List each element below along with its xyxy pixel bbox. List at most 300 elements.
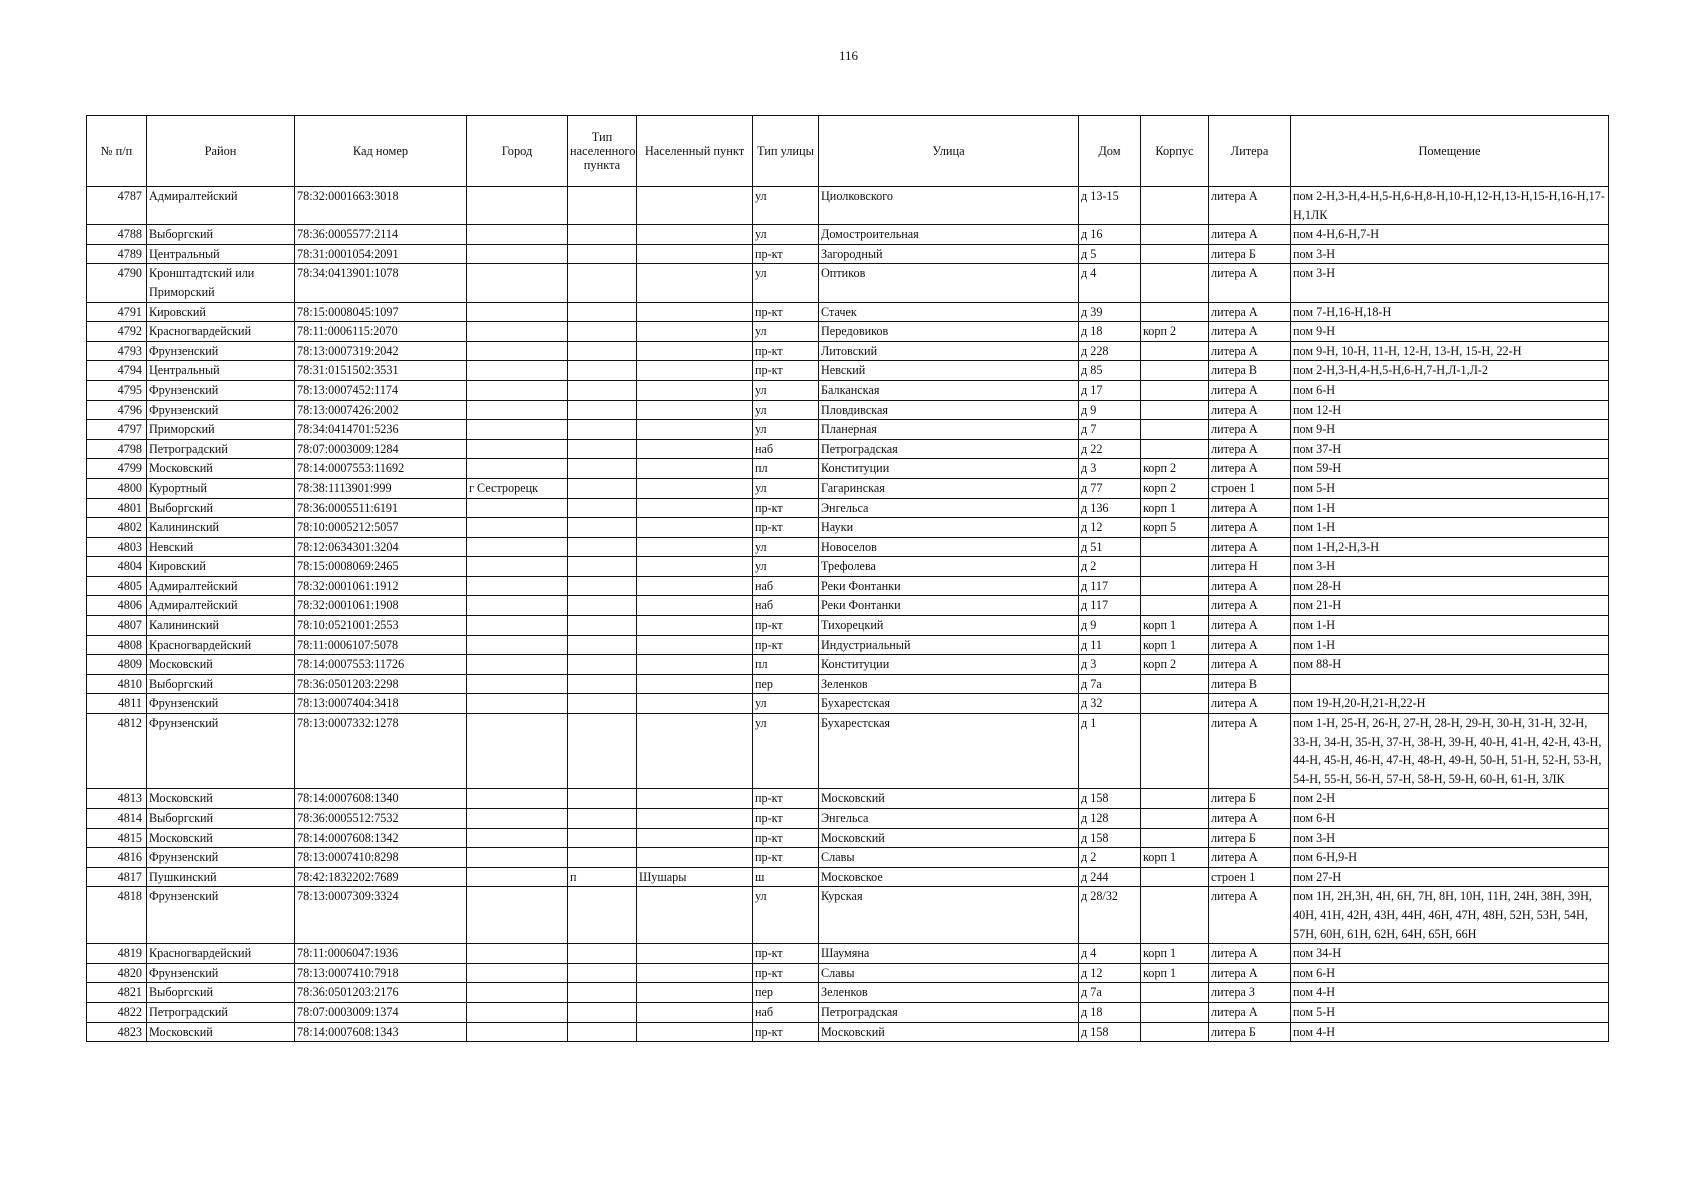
street-type-cell: пр-кт xyxy=(753,341,819,361)
col-header-cadastral: Кад номер xyxy=(295,116,467,187)
city-cell xyxy=(467,537,568,557)
table-row xyxy=(87,459,1609,479)
street-cell: Зеленков xyxy=(819,983,1079,1003)
district-cell: Выборгский xyxy=(147,225,295,245)
street-cell: Тихорецкий xyxy=(819,616,1079,636)
table-row xyxy=(87,498,1609,518)
cadastral-cell: 78:36:0005577:2114 xyxy=(295,225,467,245)
settlement-cell xyxy=(637,789,753,809)
street-cell: Гагаринская xyxy=(819,478,1079,498)
letter-cell: литера А xyxy=(1209,809,1291,829)
cadastral-cell: 78:13:0007452:1174 xyxy=(295,380,467,400)
cadastral-cell: 78:36:0501203:2176 xyxy=(295,983,467,1003)
building-cell xyxy=(1141,867,1209,887)
table-row xyxy=(87,341,1609,361)
house-cell: д 1 xyxy=(1079,714,1141,789)
city-cell xyxy=(467,616,568,636)
settlement-cell xyxy=(637,322,753,342)
row-number: 4796 xyxy=(87,400,147,420)
letter-cell: литера А xyxy=(1209,596,1291,616)
street-type-cell: наб xyxy=(753,596,819,616)
col-header-building: Корпус xyxy=(1141,116,1209,187)
premises-cell: пом 4-Н xyxy=(1291,983,1609,1003)
district-cell: Выборгский xyxy=(147,809,295,829)
street-type-cell: ул xyxy=(753,557,819,577)
settlement-type-cell xyxy=(568,674,637,694)
city-cell xyxy=(467,867,568,887)
house-cell: д 3 xyxy=(1079,459,1141,479)
district-cell: Фрунзенский xyxy=(147,887,295,944)
street-type-cell: пл xyxy=(753,655,819,675)
settlement-type-cell xyxy=(568,439,637,459)
letter-cell: литера А xyxy=(1209,187,1291,225)
table-row xyxy=(87,518,1609,538)
settlement-cell xyxy=(637,596,753,616)
district-cell: Красногвардейский xyxy=(147,635,295,655)
house-cell: д 158 xyxy=(1079,789,1141,809)
settlement-cell xyxy=(637,498,753,518)
district-cell: Приморский xyxy=(147,420,295,440)
cadastral-cell: 78:31:0001054:2091 xyxy=(295,244,467,264)
district-cell: Выборгский xyxy=(147,983,295,1003)
row-number: 4799 xyxy=(87,459,147,479)
settlement-cell xyxy=(637,225,753,245)
house-cell: д 12 xyxy=(1079,963,1141,983)
letter-cell: литера Б xyxy=(1209,244,1291,264)
city-cell xyxy=(467,187,568,225)
building-cell: корп 1 xyxy=(1141,635,1209,655)
house-cell: д 117 xyxy=(1079,576,1141,596)
street-type-cell: пр-кт xyxy=(753,498,819,518)
settlement-cell xyxy=(637,944,753,964)
city-cell xyxy=(467,674,568,694)
row-number: 4809 xyxy=(87,655,147,675)
settlement-type-cell xyxy=(568,420,637,440)
premises-cell: пом 1-Н,2-Н,3-Н xyxy=(1291,537,1609,557)
house-cell: д 11 xyxy=(1079,635,1141,655)
col-header-city: Город xyxy=(467,116,568,187)
street-cell: Московский xyxy=(819,1022,1079,1042)
table-row xyxy=(87,244,1609,264)
district-cell: Центральный xyxy=(147,361,295,381)
district-cell: Красногвардейский xyxy=(147,944,295,964)
col-header-district: Район xyxy=(147,116,295,187)
street-cell: Бухарестская xyxy=(819,694,1079,714)
street-type-cell: ул xyxy=(753,187,819,225)
table-row xyxy=(87,361,1609,381)
row-number: 4813 xyxy=(87,789,147,809)
city-cell xyxy=(467,498,568,518)
building-cell xyxy=(1141,809,1209,829)
col-header-settlement-type: Тип населенного пункта xyxy=(568,116,637,187)
district-cell: Московский xyxy=(147,459,295,479)
letter-cell: литера Н xyxy=(1209,557,1291,577)
table-row xyxy=(87,789,1609,809)
city-cell xyxy=(467,983,568,1003)
city-cell xyxy=(467,264,568,302)
district-cell: Курортный xyxy=(147,478,295,498)
cadastral-cell: 78:32:0001061:1912 xyxy=(295,576,467,596)
house-cell: д 13-15 xyxy=(1079,187,1141,225)
city-cell: г Сестрорецк xyxy=(467,478,568,498)
cadastral-cell: 78:14:0007553:11692 xyxy=(295,459,467,479)
street-cell: Конституции xyxy=(819,655,1079,675)
settlement-type-cell xyxy=(568,322,637,342)
city-cell xyxy=(467,400,568,420)
cadastral-cell: 78:13:0007309:3324 xyxy=(295,887,467,944)
premises-cell: пом 1Н, 2Н,3Н, 4Н, 6Н, 7Н, 8Н, 10Н, 11Н, 24Н, 38Н, 39Н, 40Н, 41Н, 42Н, 43Н, 44Н, 46Н, 47Н, 48Н, 52Н, 53Н, 54Н, 57Н, 60Н, 61Н, 62Н, 64Н, 65Н, 66Н xyxy=(1291,887,1609,944)
premises-cell: пом 2-Н xyxy=(1291,789,1609,809)
table-body xyxy=(87,187,1609,1042)
building-cell: корп 5 xyxy=(1141,518,1209,538)
row-number: 4818 xyxy=(87,887,147,944)
settlement-cell xyxy=(637,439,753,459)
city-cell xyxy=(467,848,568,868)
building-cell xyxy=(1141,557,1209,577)
district-cell: Красногвардейский xyxy=(147,322,295,342)
settlement-type-cell xyxy=(568,1002,637,1022)
cadastral-cell: 78:07:0003009:1284 xyxy=(295,439,467,459)
table-row xyxy=(87,674,1609,694)
premises-cell: пом 5-Н xyxy=(1291,478,1609,498)
table-row xyxy=(87,537,1609,557)
table-row xyxy=(87,557,1609,577)
row-number: 4823 xyxy=(87,1022,147,1042)
street-type-cell: пр-кт xyxy=(753,828,819,848)
house-cell: д 28/32 xyxy=(1079,887,1141,944)
street-cell: Новоселов xyxy=(819,537,1079,557)
house-cell: д 77 xyxy=(1079,478,1141,498)
street-cell: Реки Фонтанки xyxy=(819,596,1079,616)
table-row xyxy=(87,439,1609,459)
row-number: 4806 xyxy=(87,596,147,616)
premises-cell: пом 6-Н,9-Н xyxy=(1291,848,1609,868)
street-type-cell: пл xyxy=(753,459,819,479)
premises-cell: пом 1-Н xyxy=(1291,518,1609,538)
city-cell xyxy=(467,963,568,983)
building-cell: корп 2 xyxy=(1141,655,1209,675)
row-number: 4795 xyxy=(87,380,147,400)
street-cell: Планерная xyxy=(819,420,1079,440)
street-type-cell: пр-кт xyxy=(753,809,819,829)
street-type-cell: пр-кт xyxy=(753,361,819,381)
district-cell: Кировский xyxy=(147,302,295,322)
city-cell xyxy=(467,1002,568,1022)
premises-cell: пом 9-Н, 10-Н, 11-Н, 12-Н, 13-Н, 15-Н, 22-Н xyxy=(1291,341,1609,361)
street-cell: Петроградская xyxy=(819,439,1079,459)
row-number: 4793 xyxy=(87,341,147,361)
premises-cell: пом 3-Н xyxy=(1291,828,1609,848)
settlement-cell xyxy=(637,264,753,302)
settlement-type-cell xyxy=(568,557,637,577)
letter-cell: литера В xyxy=(1209,674,1291,694)
row-number: 4788 xyxy=(87,225,147,245)
premises-cell: пом 1-Н xyxy=(1291,616,1609,636)
street-cell: Индустриальный xyxy=(819,635,1079,655)
street-cell: Стачек xyxy=(819,302,1079,322)
building-cell xyxy=(1141,537,1209,557)
settlement-cell xyxy=(637,828,753,848)
letter-cell: строен 1 xyxy=(1209,478,1291,498)
house-cell: д 7а xyxy=(1079,674,1141,694)
premises-cell: пом 9-Н xyxy=(1291,322,1609,342)
house-cell: д 244 xyxy=(1079,867,1141,887)
table-row xyxy=(87,596,1609,616)
settlement-cell xyxy=(637,361,753,381)
settlement-cell xyxy=(637,400,753,420)
table-row xyxy=(87,1022,1609,1042)
row-number: 4811 xyxy=(87,694,147,714)
settlement-cell xyxy=(637,635,753,655)
street-type-cell: ул xyxy=(753,478,819,498)
letter-cell: литера А xyxy=(1209,963,1291,983)
cadastral-cell: 78:10:0521001:2553 xyxy=(295,616,467,636)
cadastral-cell: 78:38:1113901:999 xyxy=(295,478,467,498)
house-cell: д 2 xyxy=(1079,848,1141,868)
page-number: 116 xyxy=(838,48,859,63)
street-type-cell: ул xyxy=(753,537,819,557)
settlement-type-cell xyxy=(568,983,637,1003)
building-cell xyxy=(1141,361,1209,381)
house-cell: д 158 xyxy=(1079,828,1141,848)
row-number: 4791 xyxy=(87,302,147,322)
settlement-cell xyxy=(637,302,753,322)
street-type-cell: ул xyxy=(753,225,819,245)
house-cell: д 158 xyxy=(1079,1022,1141,1042)
district-cell: Петроградский xyxy=(147,439,295,459)
building-cell xyxy=(1141,1002,1209,1022)
street-cell: Шаумяна xyxy=(819,944,1079,964)
city-cell xyxy=(467,944,568,964)
city-cell xyxy=(467,576,568,596)
premises-cell: пом 1-Н xyxy=(1291,635,1609,655)
street-type-cell: ш xyxy=(753,867,819,887)
district-cell: Фрунзенский xyxy=(147,848,295,868)
city-cell xyxy=(467,225,568,245)
table-row xyxy=(87,1002,1609,1022)
table-row xyxy=(87,380,1609,400)
street-cell: Бухарестская xyxy=(819,714,1079,789)
city-cell xyxy=(467,694,568,714)
building-cell xyxy=(1141,400,1209,420)
building-cell xyxy=(1141,302,1209,322)
cadastral-cell: 78:32:0001663:3018 xyxy=(295,187,467,225)
district-cell: Выборгский xyxy=(147,498,295,518)
cadastral-cell: 78:13:0007410:7918 xyxy=(295,963,467,983)
cadastral-cell: 78:14:0007608:1340 xyxy=(295,789,467,809)
letter-cell: литера А xyxy=(1209,616,1291,636)
letter-cell: литера Б xyxy=(1209,1022,1291,1042)
row-number: 4815 xyxy=(87,828,147,848)
letter-cell: литера А xyxy=(1209,944,1291,964)
table-row xyxy=(87,302,1609,322)
table-row xyxy=(87,848,1609,868)
district-cell: Невский xyxy=(147,537,295,557)
settlement-type-cell xyxy=(568,302,637,322)
letter-cell: литера А xyxy=(1209,537,1291,557)
row-number: 4805 xyxy=(87,576,147,596)
table-row xyxy=(87,576,1609,596)
row-number: 4810 xyxy=(87,674,147,694)
premises-cell: пом 1-Н xyxy=(1291,498,1609,518)
settlement-cell xyxy=(637,576,753,596)
premises-cell: пом 4-Н,6-Н,7-Н xyxy=(1291,225,1609,245)
street-type-cell: наб xyxy=(753,439,819,459)
col-header-letter: Литера xyxy=(1209,116,1291,187)
city-cell xyxy=(467,361,568,381)
letter-cell: литера А xyxy=(1209,380,1291,400)
city-cell xyxy=(467,439,568,459)
city-cell xyxy=(467,635,568,655)
building-cell: корп 1 xyxy=(1141,963,1209,983)
district-cell: Пушкинский xyxy=(147,867,295,887)
street-cell: Невский xyxy=(819,361,1079,381)
row-number: 4816 xyxy=(87,848,147,868)
letter-cell: литера А xyxy=(1209,264,1291,302)
cadastral-cell: 78:32:0001061:1908 xyxy=(295,596,467,616)
street-cell: Циолковского xyxy=(819,187,1079,225)
settlement-type-cell xyxy=(568,498,637,518)
premises-cell: пом 6-Н xyxy=(1291,380,1609,400)
settlement-type-cell xyxy=(568,694,637,714)
settlement-type-cell xyxy=(568,459,637,479)
street-type-cell: ул xyxy=(753,380,819,400)
street-cell: Энгельса xyxy=(819,809,1079,829)
building-cell xyxy=(1141,576,1209,596)
settlement-type-cell xyxy=(568,809,637,829)
district-cell: Московский xyxy=(147,789,295,809)
settlement-type-cell xyxy=(568,944,637,964)
premises-cell: пом 2-Н,3-Н,4-Н,5-Н,6-Н,7-Н,Л-1,Л-2 xyxy=(1291,361,1609,381)
city-cell xyxy=(467,596,568,616)
building-cell xyxy=(1141,674,1209,694)
premises-cell: пом 37-Н xyxy=(1291,439,1609,459)
street-cell: Литовский xyxy=(819,341,1079,361)
settlement-type-cell xyxy=(568,828,637,848)
col-header-settlement: Населенный пункт xyxy=(637,116,753,187)
col-header-street-type: Тип улицы xyxy=(753,116,819,187)
letter-cell: литера А xyxy=(1209,400,1291,420)
cadastral-cell: 78:36:0501203:2298 xyxy=(295,674,467,694)
table-row xyxy=(87,225,1609,245)
city-cell xyxy=(467,809,568,829)
settlement-type-cell xyxy=(568,478,637,498)
settlement-cell xyxy=(637,963,753,983)
col-header-house: Дом xyxy=(1079,116,1141,187)
street-type-cell: пр-кт xyxy=(753,963,819,983)
table-row xyxy=(87,828,1609,848)
district-cell: Фрунзенский xyxy=(147,341,295,361)
register-table xyxy=(86,115,1609,1042)
settlement-cell xyxy=(637,983,753,1003)
house-cell: д 39 xyxy=(1079,302,1141,322)
cadastral-cell: 78:34:0413901:1078 xyxy=(295,264,467,302)
district-cell: Адмиралтейский xyxy=(147,187,295,225)
premises-cell: пом 6-Н xyxy=(1291,963,1609,983)
col-header-premises: Помещение xyxy=(1291,116,1609,187)
table-row xyxy=(87,714,1609,789)
cadastral-cell: 78:10:0005212:5057 xyxy=(295,518,467,538)
premises-cell: пом 59-Н xyxy=(1291,459,1609,479)
street-type-cell: ул xyxy=(753,322,819,342)
house-cell: д 228 xyxy=(1079,341,1141,361)
street-cell: Загородный xyxy=(819,244,1079,264)
city-cell xyxy=(467,557,568,577)
house-cell: д 85 xyxy=(1079,361,1141,381)
premises-cell: пом 6-Н xyxy=(1291,809,1609,829)
premises-cell: пом 34-Н xyxy=(1291,944,1609,964)
street-type-cell: ул xyxy=(753,264,819,302)
table-header-row xyxy=(87,116,1609,187)
building-cell: корп 1 xyxy=(1141,498,1209,518)
row-number: 4792 xyxy=(87,322,147,342)
premises-cell xyxy=(1291,674,1609,694)
premises-cell: пом 88-Н xyxy=(1291,655,1609,675)
street-cell: Домостроительная xyxy=(819,225,1079,245)
city-cell xyxy=(467,322,568,342)
building-cell: корп 1 xyxy=(1141,848,1209,868)
settlement-type-cell xyxy=(568,187,637,225)
letter-cell: литера А xyxy=(1209,848,1291,868)
row-number: 4801 xyxy=(87,498,147,518)
cadastral-cell: 78:13:0007410:8298 xyxy=(295,848,467,868)
letter-cell: литера Б xyxy=(1209,789,1291,809)
house-cell: д 18 xyxy=(1079,1002,1141,1022)
table-row xyxy=(87,983,1609,1003)
table-row xyxy=(87,616,1609,636)
building-cell xyxy=(1141,828,1209,848)
street-cell: Славы xyxy=(819,848,1079,868)
city-cell xyxy=(467,244,568,264)
row-number: 4822 xyxy=(87,1002,147,1022)
settlement-type-cell: п xyxy=(568,867,637,887)
house-cell: д 2 xyxy=(1079,557,1141,577)
street-type-cell: пер xyxy=(753,674,819,694)
settlement-type-cell xyxy=(568,635,637,655)
letter-cell: литера А xyxy=(1209,576,1291,596)
premises-cell: пом 3-Н xyxy=(1291,244,1609,264)
letter-cell: литера В xyxy=(1209,361,1291,381)
street-cell: Балканская xyxy=(819,380,1079,400)
house-cell: д 9 xyxy=(1079,400,1141,420)
row-number: 4808 xyxy=(87,635,147,655)
table-row xyxy=(87,322,1609,342)
street-cell: Петроградская xyxy=(819,1002,1079,1022)
house-cell: д 5 xyxy=(1079,244,1141,264)
letter-cell: литера З xyxy=(1209,983,1291,1003)
row-number: 4812 xyxy=(87,714,147,789)
district-cell: Выборгский xyxy=(147,674,295,694)
settlement-cell xyxy=(637,616,753,636)
letter-cell: литера А xyxy=(1209,439,1291,459)
building-cell xyxy=(1141,714,1209,789)
settlement-cell xyxy=(637,187,753,225)
table-row xyxy=(87,635,1609,655)
settlement-type-cell xyxy=(568,537,637,557)
street-type-cell: пр-кт xyxy=(753,848,819,868)
settlement-type-cell xyxy=(568,341,637,361)
settlement-cell xyxy=(637,537,753,557)
building-cell xyxy=(1141,244,1209,264)
settlement-type-cell xyxy=(568,1022,637,1042)
row-number: 4790 xyxy=(87,264,147,302)
house-cell: д 18 xyxy=(1079,322,1141,342)
cadastral-cell: 78:13:0007319:2042 xyxy=(295,341,467,361)
city-cell xyxy=(467,887,568,944)
settlement-cell xyxy=(637,714,753,789)
premises-cell: пом 7-Н,16-Н,18-Н xyxy=(1291,302,1609,322)
settlement-type-cell xyxy=(568,264,637,302)
